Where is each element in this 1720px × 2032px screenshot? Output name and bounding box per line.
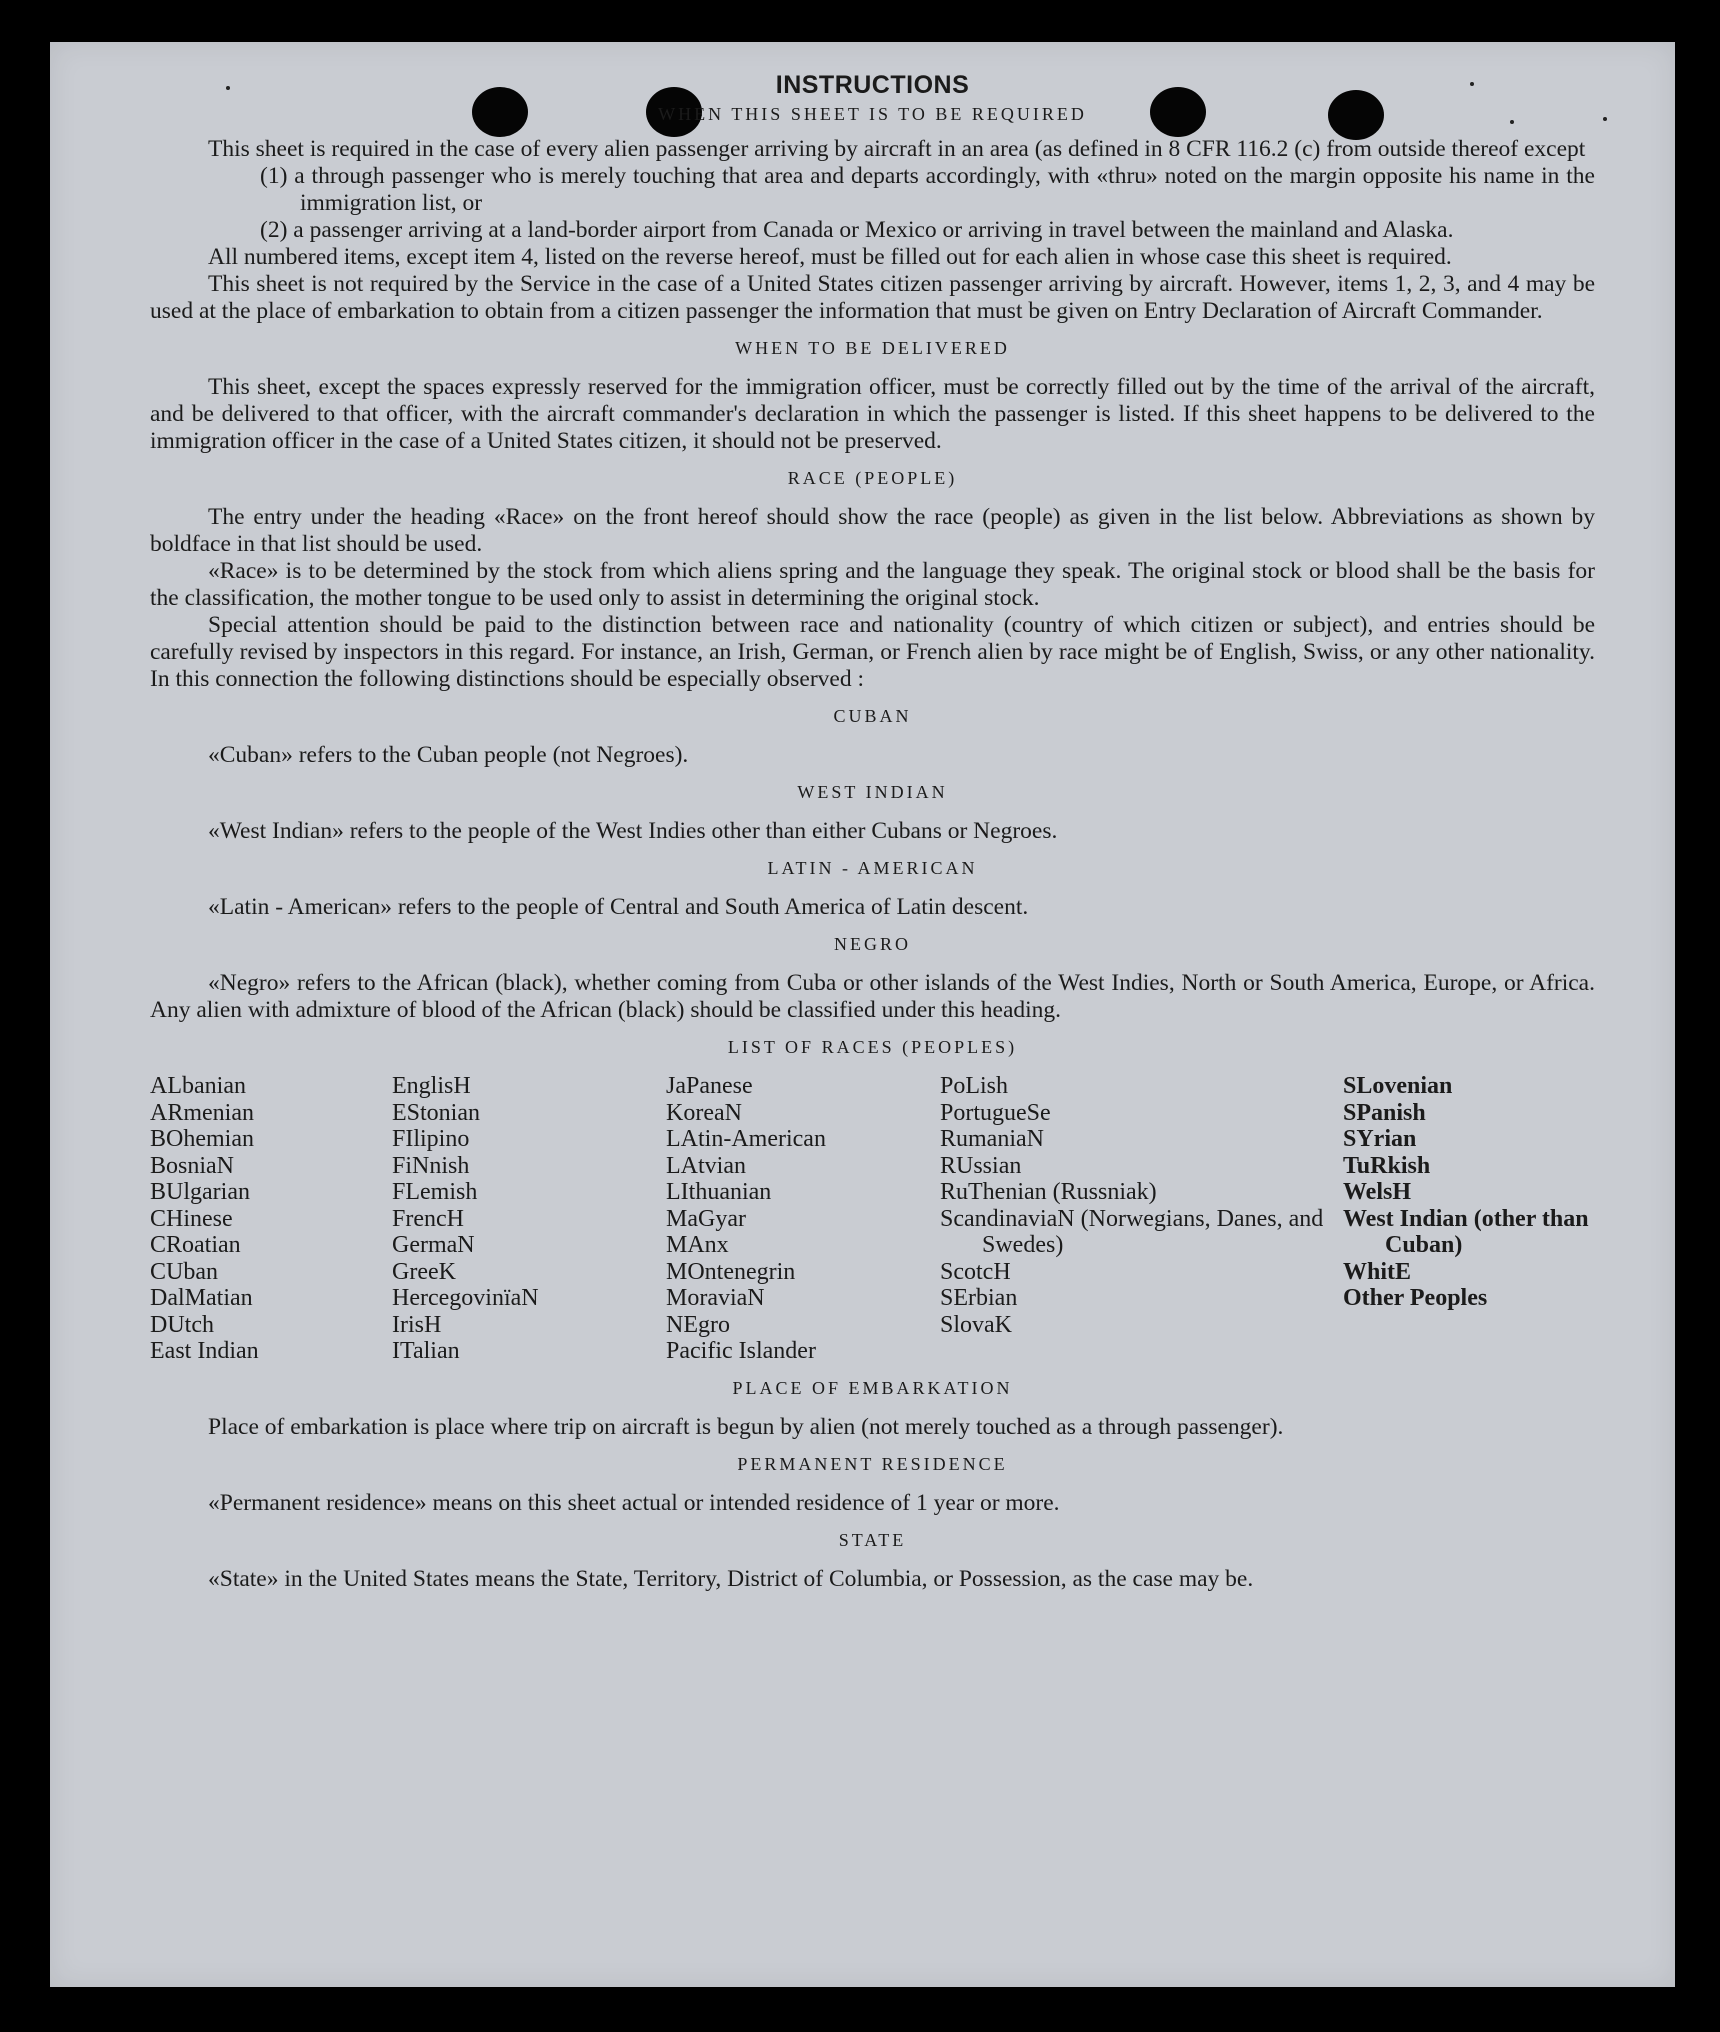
- sections-group: [150, 101, 1595, 1024]
- race-item: EStonian: [392, 1099, 480, 1126]
- race-item: CRoatian: [150, 1232, 241, 1258]
- page-title: INSTRUCTIONS: [775, 71, 970, 99]
- race-item: SErbian: [940, 1285, 1018, 1311]
- race-item: LAtin-American: [666, 1126, 826, 1152]
- race-item: LIthuanian: [666, 1179, 772, 1205]
- paragraph: All numbered items, except item 4, listed on the reverse hereof, must be filled out for each alien in whose case this sheet is required.: [208, 244, 1452, 270]
- race-column: [392, 1073, 666, 1365]
- race-item: TuRkish: [1343, 1152, 1431, 1179]
- paragraph: «Cuban» refers to the Cuban people (not Negroes).: [208, 742, 689, 768]
- race-item: Other Peoples: [1343, 1285, 1488, 1311]
- section-heading: WHEN TO BE DELIVERED: [735, 338, 1010, 358]
- paragraph: «State» in the United States means the State, Territory, District of Columbia, or Possession, as the case may be.: [208, 1565, 1254, 1592]
- race-item: IrisH: [392, 1311, 442, 1338]
- race-item: ALbanian: [150, 1073, 246, 1099]
- paragraph: Place of embarkation is place where trip on aircraft is begun by alien (not merely touched as a through passenger).: [208, 1413, 1284, 1440]
- document-sheet: [50, 42, 1675, 1987]
- race-item: FrencH: [392, 1205, 464, 1232]
- paragraph: «Negro» refers to the African (black), whether coming from Cuba or other islands of the West Indies, North or South America, Europe, or Africa. Any alien with admixture of blood of the African (black) should be classified under this heading.: [150, 970, 1595, 1023]
- speck: [1603, 117, 1607, 121]
- race-item: ITalian: [392, 1338, 460, 1364]
- race-item: SLovenian: [1343, 1073, 1453, 1099]
- race-column: [1343, 1073, 1595, 1365]
- paragraph: This sheet is required in the case of every alien passenger arriving by aircraft in an area (as defined in 8 CFR 116.2 (c) from outside thereof except: [208, 136, 1586, 162]
- race-column: [940, 1073, 1343, 1365]
- section-heading: NEGRO: [834, 934, 911, 954]
- race-item: RumaniaN: [940, 1126, 1044, 1152]
- sections-group: [150, 1375, 1595, 1593]
- race-item: SlovaK: [940, 1311, 1012, 1338]
- paragraph: Special attention should be paid to the distinction between race and nationality (country of which citizen or subject), and entries should be carefully revised by inspectors in this regard. For instance, an Irish, German, or French alien by race might be of English, Swiss, or any other nationality. In this connection the following distinctions should be especially observed :: [150, 612, 1595, 692]
- paragraph: «West Indian» refers to the people of the West Indies other than either Cubans or Negroes.: [208, 818, 1058, 844]
- race-item: DalMatian: [150, 1285, 253, 1311]
- race-item: ScotcH: [940, 1258, 1011, 1285]
- race-list-heading: LIST OF RACES (PEOPLES): [727, 1037, 1018, 1057]
- paragraph: «Permanent residence» means on this sheet actual or intended residence of 1 year or more.: [208, 1489, 1060, 1516]
- section-heading: LATIN - AMERICAN: [767, 858, 978, 878]
- race-item: CHinese: [150, 1205, 233, 1232]
- race-column: [150, 1073, 392, 1365]
- section-heading: PLACE OF EMBARKATION: [732, 1377, 1013, 1398]
- race-item: WhitE: [1343, 1258, 1412, 1285]
- paragraph: «Race» is to be determined by the stock from which aliens spring and the language they speak. The original stock or blood shall be the basis for the classification, the mother tongue to be used only to assist in determining the original stock.: [150, 558, 1595, 611]
- race-item: FiNnish: [392, 1152, 470, 1179]
- section-heading: STATE: [838, 1529, 907, 1550]
- race-item: ScandinaviaN (Norwegians, Danes, and Swedes): [940, 1205, 1324, 1258]
- race-item: WelsH: [1343, 1179, 1412, 1205]
- paragraph: The entry under the heading «Race» on the front hereof should show the race (people) as given in the list below. Abbreviations as shown by boldface in that list should be used.: [150, 504, 1595, 557]
- race-item: HercegovinïaN: [392, 1285, 539, 1311]
- race-item: CUban: [150, 1258, 218, 1285]
- section-heading: PERMANENT RESIDENCE: [737, 1453, 1008, 1474]
- race-item: RUssian: [940, 1152, 1022, 1179]
- race-item: LAtvian: [666, 1152, 746, 1179]
- race-item: KoreaN: [666, 1099, 742, 1126]
- race-item: GermaN: [392, 1232, 475, 1258]
- race-item: SPanish: [1343, 1099, 1426, 1126]
- race-item: JaPanese: [666, 1073, 753, 1099]
- race-item: DUtch: [150, 1311, 214, 1338]
- race-item: MOntenegrin: [666, 1258, 796, 1285]
- section-heading: WHEN THIS SHEET IS TO BE REQUIRED: [658, 104, 1087, 124]
- race-item: FLemish: [392, 1179, 478, 1205]
- race-item: MoraviaN: [666, 1285, 765, 1311]
- race-list: [150, 1073, 1595, 1365]
- race-item: RuThenian (Russniak): [940, 1179, 1157, 1205]
- race-item: Pacific Islander: [666, 1338, 816, 1364]
- section-heading: WEST INDIAN: [797, 782, 948, 802]
- race-item: BosniaN: [150, 1152, 234, 1179]
- race-item: FIlipino: [392, 1126, 470, 1152]
- race-item: East Indian: [150, 1338, 259, 1364]
- race-item: MaGyar: [666, 1205, 746, 1232]
- paragraph: «Latin - American» refers to the people of Central and South America of Latin descent.: [208, 894, 1029, 920]
- race-column: [666, 1073, 940, 1365]
- race-item: PoLish: [940, 1073, 1009, 1099]
- race-item: PortugueSe: [940, 1099, 1051, 1126]
- document-body: [150, 72, 1595, 1593]
- race-item: ARmenian: [150, 1099, 254, 1126]
- race-item: BUlgarian: [150, 1179, 250, 1205]
- paragraph: (1) a through passenger who is merely touching that area and departs accordingly, with «thru» noted on the margin opposite his name in the immigration list, or: [260, 163, 1595, 216]
- race-item: MAnx: [666, 1232, 729, 1258]
- paragraph: (2) a passenger arriving at a land-border airport from Canada or Mexico or arriving in travel between the mainland and Alaska.: [260, 217, 1454, 243]
- paragraph: This sheet, except the spaces expressly reserved for the immigration officer, must be correctly filled out by the time of the arrival of the aircraft, and be delivered to that officer, with the aircraft commander's declaration in which the passenger is listed. If this sheet happens to be delivered to the immigration officer in the case of a United States citizen, it should not be preserved.: [150, 374, 1595, 454]
- section-heading: CUBAN: [833, 706, 912, 726]
- race-item: SYrian: [1343, 1126, 1417, 1152]
- race-item: BOhemian: [150, 1126, 254, 1152]
- race-item: West Indian (other than Cuban): [1343, 1205, 1589, 1258]
- race-item: NEgro: [666, 1311, 730, 1338]
- race-item: GreeK: [392, 1258, 456, 1285]
- paragraph: This sheet is not required by the Service in the case of a United States citizen passenger arriving by aircraft. However, items 1, 2, 3, and 4 may be used at the place of embarkation to obtain from a citizen passenger the information that must be given on Entry Declaration of Aircraft Commander.: [150, 271, 1595, 324]
- section-heading: RACE (PEOPLE): [787, 468, 958, 488]
- race-item: EnglisH: [392, 1073, 471, 1099]
